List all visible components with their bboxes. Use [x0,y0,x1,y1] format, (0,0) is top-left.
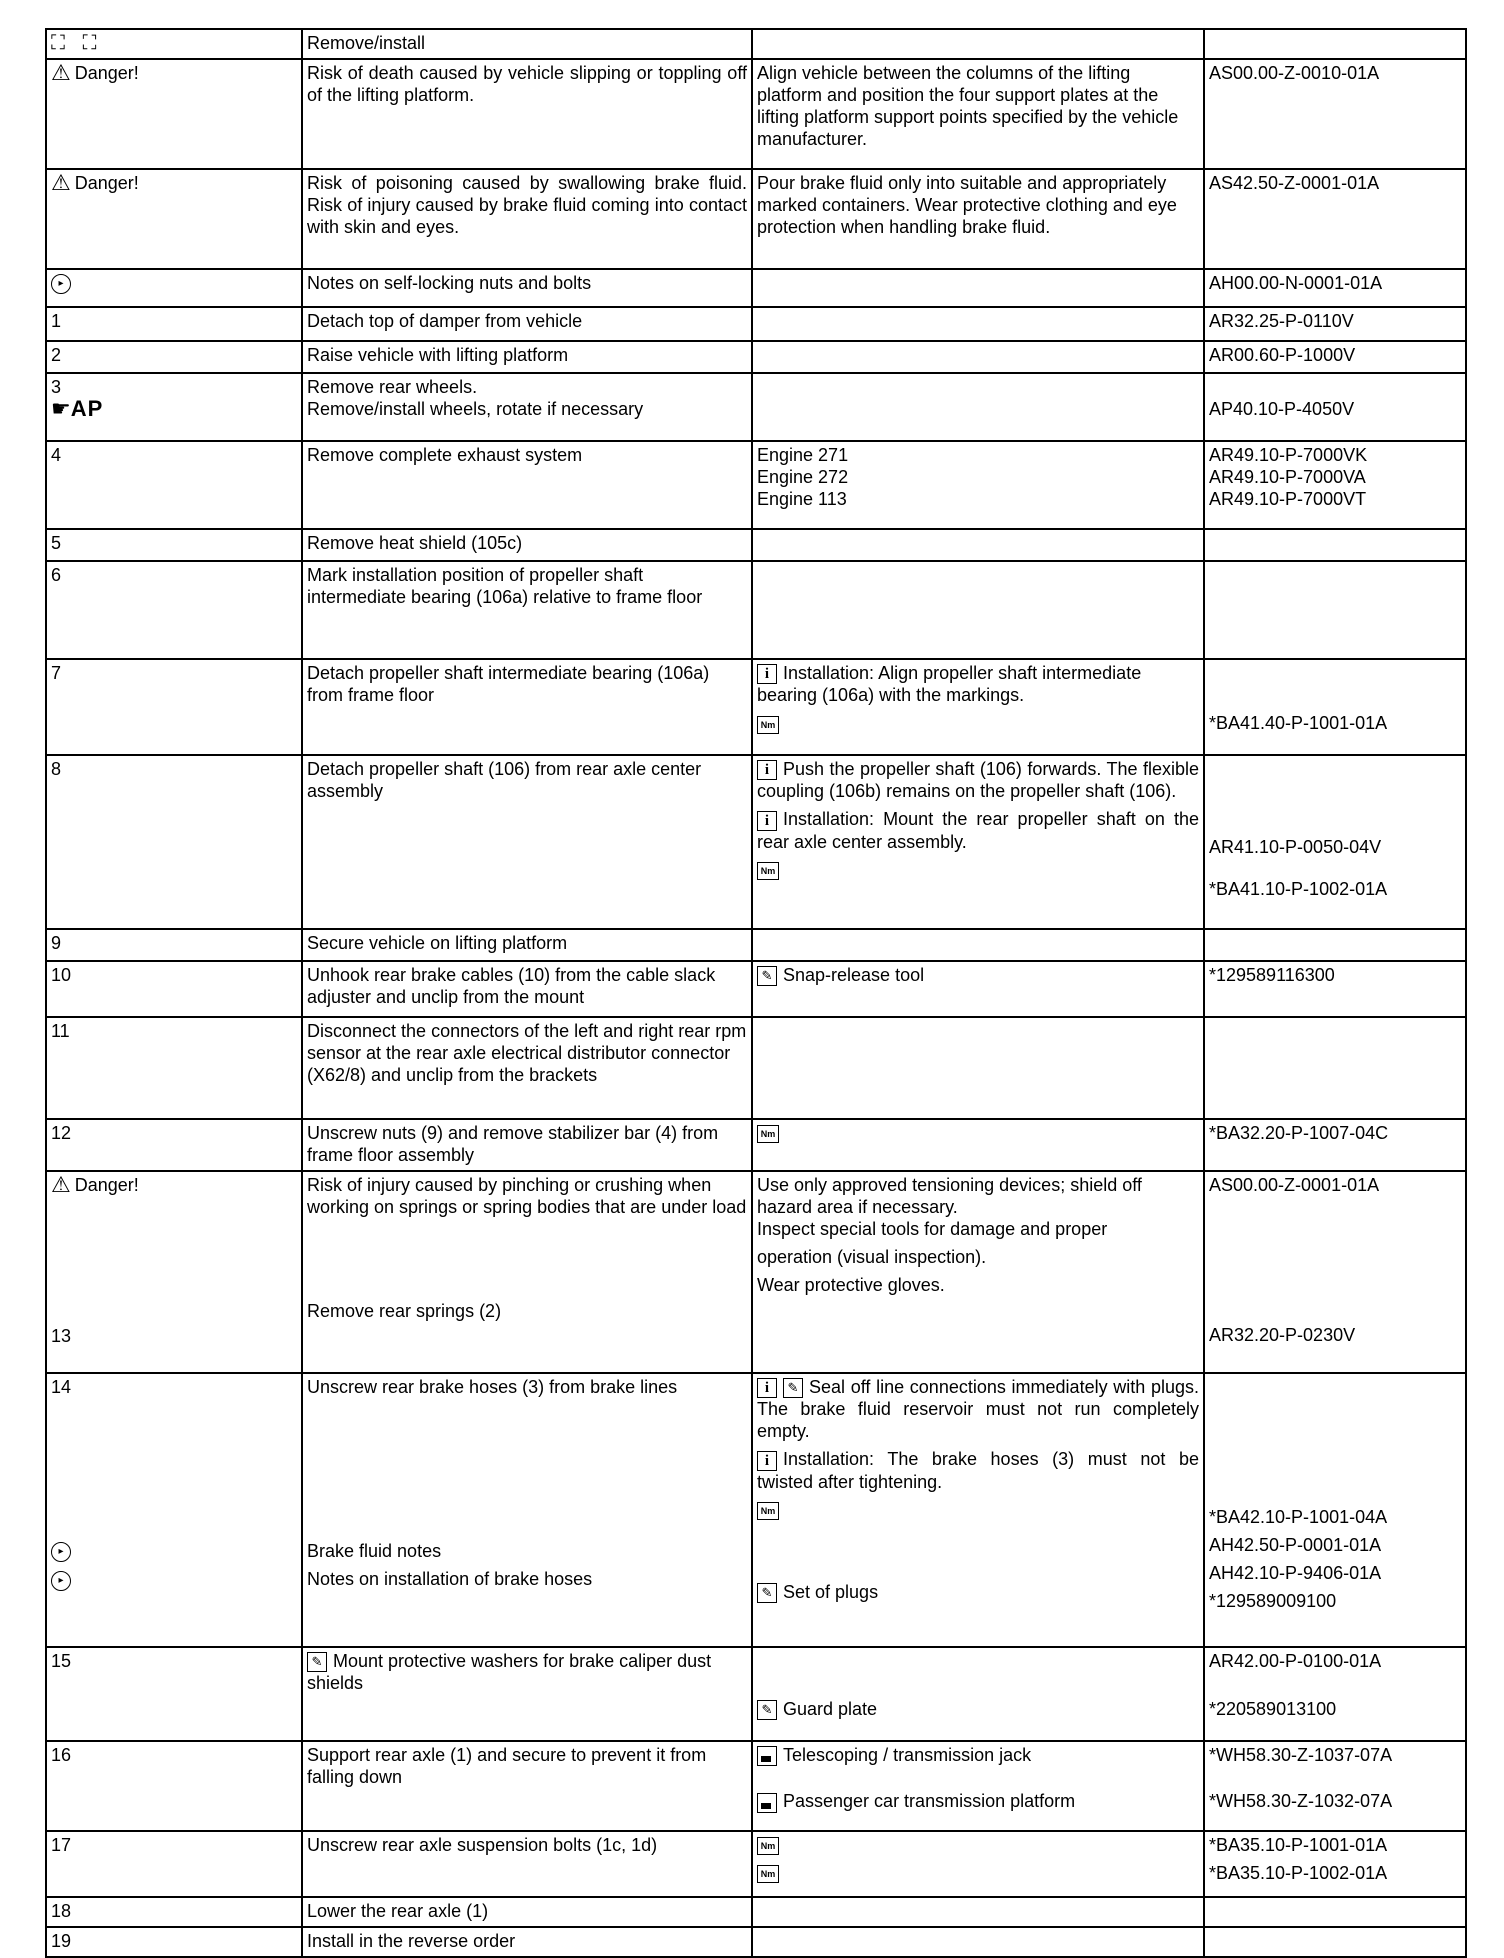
note-circle-icon: ▸ [51,1542,71,1562]
cell-reference: *BA32.20-P-1007-04C [1204,1119,1466,1171]
cell-operation: Notes on self-locking nuts and bolts [302,269,752,307]
remove-install-arrows-icon: ⛶ ⛶ [51,32,103,54]
table-row [46,961,1466,1017]
info-icon: i [757,760,777,780]
cell-step [46,29,302,59]
cell-step: 8 [46,755,302,929]
table-row [46,929,1466,961]
cell-reference [1204,929,1466,961]
cell-reference [1204,1897,1466,1927]
cell-notes: i Push the propeller shaft (106) forwards. The flexible coupling (106b) remains on the propeller shaft (106). i Installation: Mount the rear propeller shaft on the rear axle center assembly. Nm [752,755,1204,929]
cell-reference [1204,529,1466,561]
cell-notes [752,1831,1204,1897]
cell-operation: Remove heat shield (105c) [302,529,752,561]
cell-step: 19 [46,1927,302,1957]
table-row [46,29,1466,59]
torque-nm-icon: Nm [757,862,779,880]
warning-triangle-icon: ⚠ [51,1172,71,1197]
cell-operation: Risk of poisoning caused by swallowing brake fluid. Risk of injury caused by brake fluid coming into contact with skin and eyes. [302,169,752,269]
cell-reference [1204,29,1466,59]
cell-notes: i Installation: Align propeller shaft intermediate bearing (106a) with the markings. Nm [752,659,1204,755]
special-tool-icon: ✎ [757,1700,777,1720]
cell-operation: Mark installation position of propeller shaft intermediate bearing (106a) relative to frame floor [302,561,752,659]
cell-operation: Disconnect the connectors of the left and right rear rpm sensor at the rear axle electrical distributor connector (X62/8) and unclip from the brackets [302,1017,752,1119]
cell-operation: Secure vehicle on lifting platform [302,929,752,961]
cell-step: 12 [46,1119,302,1171]
info-icon: i [757,811,777,831]
cell-reference: AP40.10-P-4050V [1204,373,1466,441]
cell-step: 18 [46,1897,302,1927]
cell-operation: Remove rear wheels. Remove/install wheels, rotate if necessary [302,373,752,441]
cell-notes [752,29,1204,59]
special-tool-icon: ✎ [757,1583,777,1603]
jack-icon [757,1793,777,1813]
cell-notes: Engine 271 Engine 272 Engine 113 [752,441,1204,529]
cell-operation: Risk of injury caused by pinching or crushing when working on springs or spring bodies that are under load Remove rear springs (2) [302,1171,752,1373]
cell-operation: Unscrew nuts (9) and remove stabilizer bar (4) from frame floor assembly [302,1119,752,1171]
cell-step: ⚠ Danger! [46,59,302,169]
cell-reference: *BA35.10-P-1001-01A *BA35.10-P-1002-01A [1204,1831,1466,1897]
cell-operation: Risk of death caused by vehicle slipping or toppling off of the lifting platform. [302,59,752,169]
cell-reference: *129589116300 [1204,961,1466,1017]
cell-reference: *BA41.40-P-1001-01A [1204,659,1466,755]
table-row [46,1897,1466,1927]
special-tool-icon: ✎ [307,1652,327,1672]
cell-notes: Use only approved tensioning devices; shield off hazard area if necessary. Inspect special tools for damage and proper operation (visual inspection). Wear protective gloves. [752,1171,1204,1373]
cell-step: 4 [46,441,302,529]
cell-operation: Lower the rear axle (1) [302,1897,752,1927]
cell-step: 14 ▸ ▸ [46,1373,302,1647]
cell-operation: Support rear axle (1) and secure to prevent it from falling down [302,1741,752,1831]
cell-notes [752,1017,1204,1119]
cell-operation: Install in the reverse order [302,1927,752,1957]
cell-step: 11 [46,1017,302,1119]
table-row [46,341,1466,373]
torque-nm-icon: Nm [757,1502,779,1520]
cell-operation: Unscrew rear brake hoses (3) from brake lines Brake fluid notes Notes on installation of brake hoses [302,1373,752,1647]
cell-step: 6 [46,561,302,659]
table-row [46,561,1466,659]
info-icon: i [757,664,777,684]
cell-notes [752,373,1204,441]
cell-operation: Remove complete exhaust system [302,441,752,529]
table-row [46,307,1466,341]
cell-step: 7 [46,659,302,755]
table-row [46,373,1466,441]
table-row [46,169,1466,269]
table-row [46,1741,1466,1831]
table-row [46,1171,1466,1373]
warning-triangle-icon: ⚠ [51,170,71,195]
hand-pointer-icon: ☛ [51,396,71,421]
table-row [46,59,1466,169]
cell-reference: AR42.00-P-0100-01A *220589013100 [1204,1647,1466,1741]
cell-step: 15 [46,1647,302,1741]
special-tool-icon: ✎ [757,966,777,986]
cell-operation: Unscrew rear axle suspension bolts (1c, 1d) [302,1831,752,1897]
cell-operation: Remove/install [302,29,752,59]
table-row [46,529,1466,561]
table-row [46,1119,1466,1171]
table-row [46,659,1466,755]
warning-triangle-icon: ⚠ [51,60,71,85]
table-row [46,269,1466,307]
cell-notes [752,1897,1204,1927]
cell-notes: i ✎ Seal off line connections immediately with plugs. The brake fluid reservoir must not run completely empty. i Installation: The brake hoses (3) must not be twisted after tightening. Nm ✎ Set of plugs [752,1373,1204,1647]
cell-notes: Align vehicle between the columns of the lifting platform and position the four support plates at the lifting platform support points specified by the vehicle manufacturer. [752,59,1204,169]
torque-nm-icon: Nm [757,1125,779,1143]
cell-reference: AR49.10-P-7000VK AR49.10-P-7000VA AR49.10-P-7000VT [1204,441,1466,529]
info-icon: i [757,1378,777,1398]
table-row [46,1927,1466,1957]
cell-notes [752,529,1204,561]
cell-notes: Pour brake fluid only into suitable and appropriately marked containers. Wear protective clothing and eye protection when handling brake fluid. [752,169,1204,269]
cell-notes [752,269,1204,307]
cell-step: 17 [46,1831,302,1897]
note-circle-icon: ▸ [51,274,71,294]
cell-step: ⚠ Danger! 13 [46,1171,302,1373]
cell-reference [1204,561,1466,659]
procedure-table [45,28,1467,1958]
table-row [46,441,1466,529]
cell-notes [752,341,1204,373]
cell-step: 10 [46,961,302,1017]
torque-nm-icon: Nm [757,1865,779,1883]
cell-operation: Unhook rear brake cables (10) from the cable slack adjuster and unclip from the mount [302,961,752,1017]
cell-notes [752,929,1204,961]
cell-notes: ✎ Guard plate [752,1647,1204,1741]
cell-reference: *WH58.30-Z-1037-07A *WH58.30-Z-1032-07A [1204,1741,1466,1831]
cell-notes [752,1927,1204,1957]
cell-notes: Telescoping / transmission jack Passenger car transmission platform [752,1741,1204,1831]
jack-icon [757,1746,777,1766]
cell-reference: AR00.60-P-1000V [1204,341,1466,373]
cell-notes [752,561,1204,659]
special-tool-icon: ✎ [783,1378,803,1398]
cell-step: 2 [46,341,302,373]
torque-nm-icon: Nm [757,1837,779,1855]
cell-reference: AS42.50-Z-0001-01A [1204,169,1466,269]
table-row [46,755,1466,929]
note-circle-icon: ▸ [51,1571,71,1591]
cell-reference: AS00.00-Z-0010-01A [1204,59,1466,169]
cell-reference: AR32.25-P-0110V [1204,307,1466,341]
table-row [46,1831,1466,1897]
cell-notes: ✎ Snap-release tool [752,961,1204,1017]
cell-reference: AR41.10-P-0050-04V *BA41.10-P-1002-01A [1204,755,1466,929]
cell-step: 16 [46,1741,302,1831]
cell-step: 1 [46,307,302,341]
cell-reference [1204,1927,1466,1957]
cell-operation: Detach top of damper from vehicle [302,307,752,341]
cell-notes [752,307,1204,341]
cell-reference: *BA42.10-P-1001-04A AH42.50-P-0001-01A AH42.10-P-9406-01A *129589009100 [1204,1373,1466,1647]
cell-notes [752,1119,1204,1171]
torque-nm-icon: Nm [757,716,779,734]
cell-step: ⚠ Danger! [46,169,302,269]
cell-reference: AS00.00-Z-0001-01A AR32.20-P-0230V [1204,1171,1466,1373]
table-row [46,1373,1466,1647]
cell-step [46,269,302,307]
cell-operation: Detach propeller shaft (106) from rear axle center assembly [302,755,752,929]
info-icon: i [757,1451,777,1471]
table-row [46,1647,1466,1741]
cell-reference [1204,1017,1466,1119]
cell-step: 9 [46,929,302,961]
cell-operation: Raise vehicle with lifting platform [302,341,752,373]
cell-step: 3 ☛AP [46,373,302,441]
cell-operation: ✎ Mount protective washers for brake caliper dust shields [302,1647,752,1741]
table-row [46,1017,1466,1119]
cell-reference: AH00.00-N-0001-01A [1204,269,1466,307]
cell-step: 5 [46,529,302,561]
cell-operation: Detach propeller shaft intermediate bearing (106a) from frame floor [302,659,752,755]
